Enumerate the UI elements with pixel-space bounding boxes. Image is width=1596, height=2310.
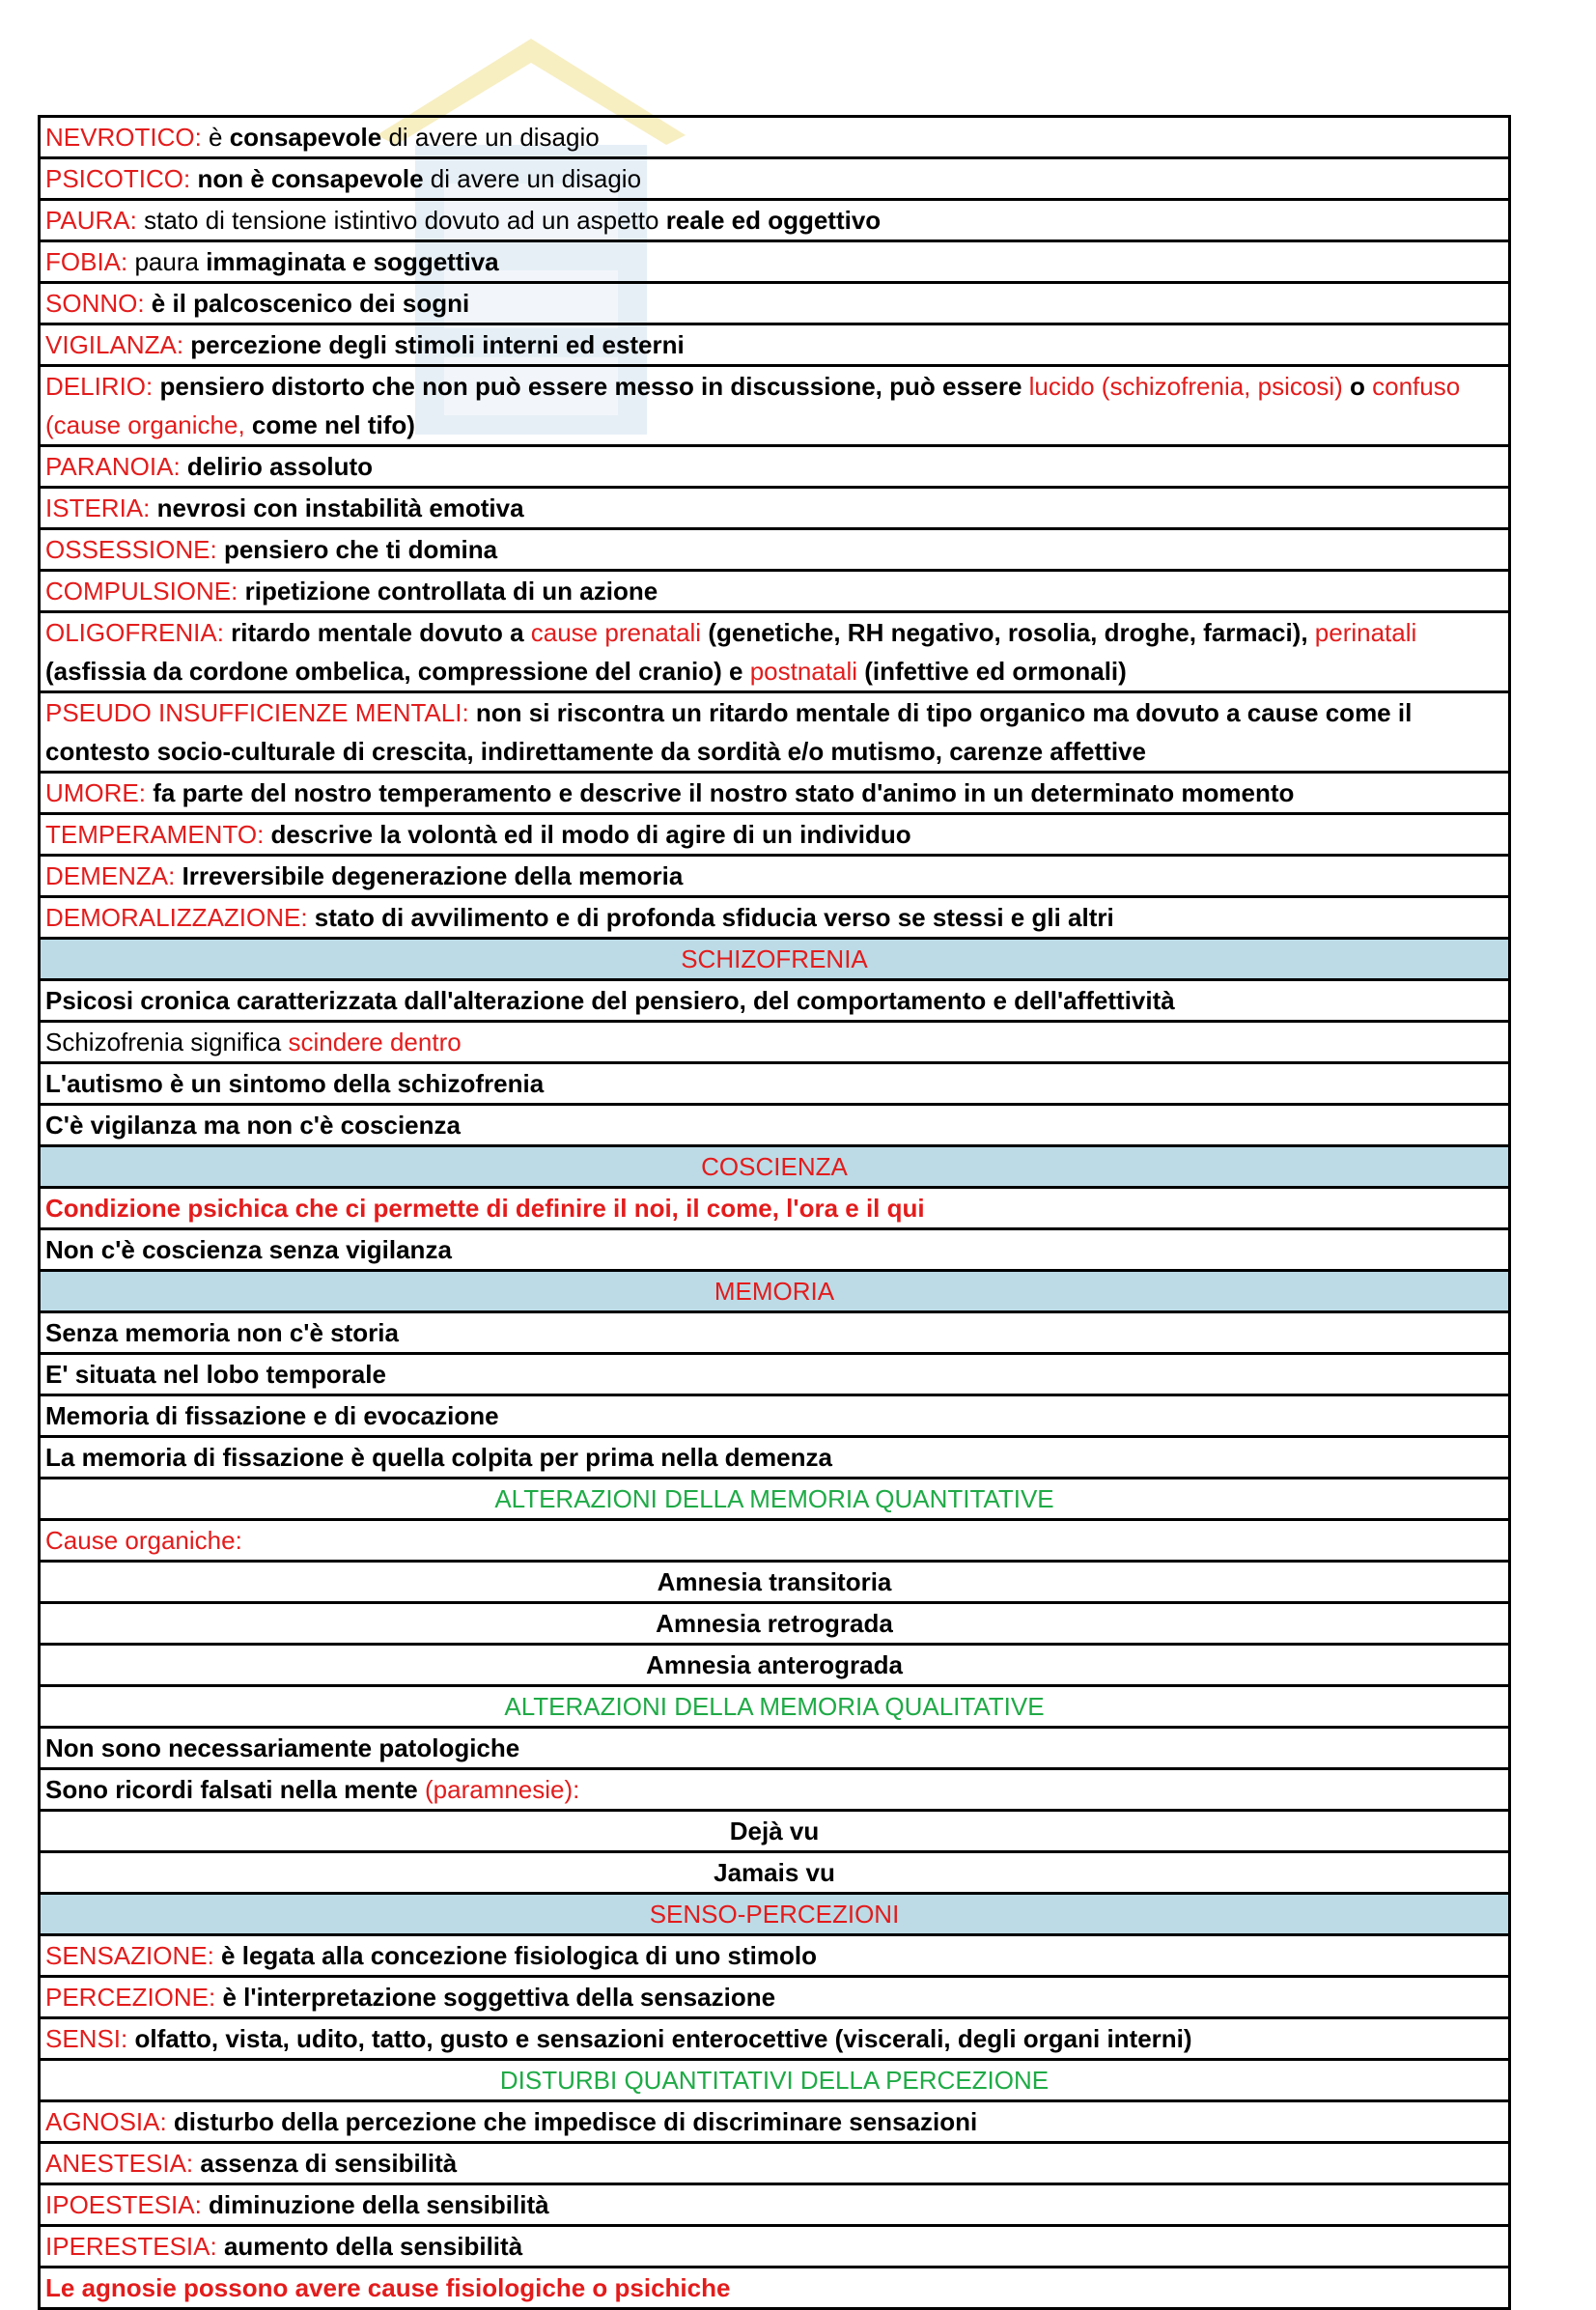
cell-text: cause prenatali bbox=[530, 618, 702, 647]
cell-text: OSSESSIONE: bbox=[45, 535, 217, 564]
table-row bbox=[40, 158, 1510, 200]
cell-text: PSICOTICO: bbox=[45, 164, 191, 193]
table-row bbox=[40, 529, 1510, 571]
table-cell bbox=[40, 980, 1510, 1022]
cell-text: (infettive ed ormonali) bbox=[857, 657, 1127, 686]
table-cell bbox=[40, 1437, 1510, 1479]
table-cell bbox=[40, 1645, 1510, 1686]
table-cell bbox=[40, 2018, 1510, 2060]
table-cell bbox=[40, 1935, 1510, 1977]
table-cell bbox=[40, 1894, 1510, 1935]
list-item-row bbox=[40, 1645, 1510, 1686]
table-cell bbox=[40, 571, 1510, 612]
table-cell bbox=[40, 488, 1510, 529]
cell-text: IPOESTESIA: bbox=[45, 2190, 202, 2219]
subsection-header-row bbox=[40, 1686, 1510, 1728]
table-row bbox=[40, 200, 1510, 241]
table-cell bbox=[40, 1146, 1510, 1188]
cell-text: perinatali bbox=[1314, 618, 1417, 647]
cell-text: è il palcoscenico dei sogni bbox=[144, 289, 470, 318]
table-cell bbox=[40, 1312, 1510, 1354]
cell-text: stato di tensione istintivo dovuto ad un aspetto bbox=[136, 206, 666, 235]
table-row bbox=[40, 897, 1510, 939]
cell-text: è l'interpretazione soggettiva della sensazione bbox=[215, 1983, 776, 2012]
cell-text: OLIGOFRENIA: bbox=[45, 618, 224, 647]
table-row bbox=[40, 1312, 1510, 1354]
cell-text: come nel tifo) bbox=[244, 410, 415, 439]
cell-text: (asfissia da cordone ombelica, compressione del cranio) e bbox=[45, 657, 750, 686]
cell-text: è legata alla concezione fisiologica di uno stimolo bbox=[213, 1941, 817, 1970]
table-row bbox=[40, 1354, 1510, 1395]
table-cell bbox=[40, 897, 1510, 939]
table-cell bbox=[40, 446, 1510, 488]
cell-text: PERCEZIONE: bbox=[45, 1983, 216, 2012]
table-cell bbox=[40, 2226, 1510, 2268]
table-row bbox=[40, 1935, 1510, 1977]
table-row bbox=[40, 773, 1510, 814]
table-cell bbox=[40, 1395, 1510, 1437]
table-cell bbox=[40, 2060, 1510, 2101]
cell-text: Irreversibile degenerazione della memoria bbox=[175, 861, 684, 890]
cell-text: Condizione psichica che ci permette di definire il noi, il come, l'ora e il qui bbox=[45, 1194, 925, 1223]
cell-text: DEMORALIZZAZIONE: bbox=[45, 903, 308, 932]
table-row bbox=[40, 1395, 1510, 1437]
table-cell bbox=[40, 814, 1510, 856]
cell-text: Amnesia transitoria bbox=[657, 1567, 892, 1596]
table-row bbox=[40, 488, 1510, 529]
cell-text: SENSO-PERCEZIONI bbox=[649, 1900, 900, 1929]
cell-text: DISTURBI QUANTITATIVI DELLA PERCEZIONE bbox=[499, 2066, 1050, 2095]
cell-text: assenza di sensibilità bbox=[193, 2149, 458, 2178]
table-cell bbox=[40, 1520, 1510, 1562]
table-cell bbox=[40, 1852, 1510, 1894]
cell-text: pensiero che ti domina bbox=[216, 535, 498, 564]
table-row bbox=[40, 1520, 1510, 1562]
cell-text: Psicosi cronica caratterizzata dall'alterazione del pensiero, del comportamento e dell'affettività bbox=[45, 986, 1175, 1015]
table-row bbox=[40, 856, 1510, 897]
cell-text: ALTERAZIONI DELLA MEMORIA QUANTITATIVE bbox=[494, 1484, 1054, 1513]
table-row bbox=[40, 283, 1510, 324]
table-row bbox=[40, 1977, 1510, 2018]
table-row bbox=[40, 612, 1510, 692]
cell-text: DEMENZA: bbox=[45, 861, 176, 890]
table-cell bbox=[40, 773, 1510, 814]
cell-text: è bbox=[201, 123, 230, 152]
table-cell bbox=[40, 158, 1510, 200]
cell-text: delirio assoluto bbox=[180, 452, 374, 481]
cell-text: pensiero distorto che non può essere messo in discussione, può essere bbox=[153, 372, 1029, 401]
notes-table-body bbox=[40, 117, 1510, 2309]
cell-text: disturbo della percezione che impedisce di discriminare sensazioni bbox=[166, 2107, 978, 2136]
table-cell bbox=[40, 1977, 1510, 2018]
table-cell bbox=[40, 200, 1510, 241]
cell-text: UMORE: bbox=[45, 778, 146, 807]
cell-text: stato di avvilimento e di profonda sfiducia verso se stessi e gli altri bbox=[307, 903, 1114, 932]
section-header-row bbox=[40, 1271, 1510, 1312]
table-row bbox=[40, 2184, 1510, 2226]
cell-text: Jamais vu bbox=[714, 1858, 835, 1887]
table-cell bbox=[40, 1728, 1510, 1769]
cell-text: Amnesia anterograda bbox=[646, 1650, 903, 1679]
table-cell bbox=[40, 2101, 1510, 2143]
cell-text: COMPULSIONE: bbox=[45, 577, 238, 606]
table-cell bbox=[40, 612, 1510, 692]
cell-text: Senza memoria non c'è storia bbox=[45, 1318, 399, 1347]
cell-text: MEMORIA bbox=[714, 1277, 835, 1306]
cell-text: ISTERIA: bbox=[45, 493, 151, 522]
table-row bbox=[40, 1229, 1510, 1271]
table-cell bbox=[40, 1479, 1510, 1520]
cell-text: PAURA: bbox=[45, 206, 137, 235]
cell-text: descrive la volontà ed il modo di agire di un individuo bbox=[264, 820, 911, 849]
table-row bbox=[40, 814, 1510, 856]
table-row bbox=[40, 324, 1510, 366]
table-cell bbox=[40, 1811, 1510, 1852]
table-row bbox=[40, 2268, 1510, 2309]
cell-text: Memoria di fissazione e di evocazione bbox=[45, 1401, 499, 1430]
table-cell bbox=[40, 1354, 1510, 1395]
table-row bbox=[40, 2101, 1510, 2143]
cell-text: Amnesia retrograda bbox=[656, 1609, 893, 1638]
table-row bbox=[40, 1063, 1510, 1105]
section-header-row bbox=[40, 939, 1510, 980]
cell-text: PSEUDO INSUFFICIENZE MENTALI: bbox=[45, 698, 469, 727]
cell-text: SENSAZIONE: bbox=[45, 1941, 214, 1970]
table-row bbox=[40, 1022, 1510, 1063]
cell-text: Cause organiche: bbox=[45, 1526, 242, 1555]
table-row bbox=[40, 1437, 1510, 1479]
cell-text: di avere un disagio bbox=[381, 123, 600, 152]
cell-text: non è consapevole bbox=[197, 164, 424, 193]
cell-text: La memoria di fissazione è quella colpita per prima nella demenza bbox=[45, 1443, 832, 1472]
cell-text: IPERESTESIA: bbox=[45, 2232, 217, 2261]
cell-text: nevrosi con instabilità emotiva bbox=[150, 493, 524, 522]
table-cell bbox=[40, 1022, 1510, 1063]
cell-text: TEMPERAMENTO: bbox=[45, 820, 265, 849]
table-row bbox=[40, 366, 1510, 446]
cell-text: Non c'è coscienza senza vigilanza bbox=[45, 1235, 452, 1264]
table-cell bbox=[40, 1686, 1510, 1728]
table-cell bbox=[40, 2143, 1510, 2184]
table-cell bbox=[40, 939, 1510, 980]
cell-text: Non sono necessariamente patologiche bbox=[45, 1733, 520, 1762]
table-cell bbox=[40, 324, 1510, 366]
cell-text: (genetiche, RH negativo, rosolia, droghe, farmaci), bbox=[701, 618, 1315, 647]
cell-text: fa parte del nostro temperamento e descrive il nostro stato d'animo in un determinato momento bbox=[146, 778, 1295, 807]
table-row bbox=[40, 2226, 1510, 2268]
table-cell bbox=[40, 1188, 1510, 1229]
section-header-row bbox=[40, 1894, 1510, 1935]
cell-text: SCHIZOFRENIA bbox=[681, 944, 868, 973]
cell-text: scindere dentro bbox=[288, 1028, 462, 1056]
cell-text: SONNO: bbox=[45, 289, 145, 318]
cell-text: paura bbox=[127, 247, 207, 276]
table-cell bbox=[40, 2268, 1510, 2309]
table-cell bbox=[40, 1769, 1510, 1811]
cell-text: consapevole bbox=[229, 123, 382, 152]
table-cell bbox=[40, 117, 1510, 158]
table-cell bbox=[40, 241, 1510, 283]
cell-text: reale ed oggettivo bbox=[665, 206, 882, 235]
table-cell bbox=[40, 283, 1510, 324]
cell-text: non si riscontra un ritardo mentale di tipo organico ma dovuto a cause come il contesto socio-culturale di crescita, indirettamente da sordità e/o mutismo, carenze affettive bbox=[45, 698, 1413, 766]
notes-table bbox=[38, 115, 1511, 2310]
table-row bbox=[40, 980, 1510, 1022]
cell-text: postnatali bbox=[749, 657, 858, 686]
cell-text: diminuzione della sensibilità bbox=[201, 2190, 549, 2219]
table-cell bbox=[40, 856, 1510, 897]
table-row bbox=[40, 1769, 1510, 1811]
cell-text: NEVROTICO: bbox=[45, 123, 202, 152]
cell-text: (paramnesie): bbox=[424, 1775, 580, 1804]
cell-text: confuso (cause organiche, bbox=[45, 372, 1461, 439]
table-cell bbox=[40, 366, 1510, 446]
cell-text: COSCIENZA bbox=[701, 1152, 848, 1181]
cell-text: ritardo mentale dovuto a bbox=[223, 618, 531, 647]
list-item-row bbox=[40, 1603, 1510, 1645]
cell-text: DELIRIO: bbox=[45, 372, 154, 401]
table-row bbox=[40, 241, 1510, 283]
table-cell bbox=[40, 1603, 1510, 1645]
cell-text: ALTERAZIONI DELLA MEMORIA QUALITATIVE bbox=[504, 1692, 1045, 1721]
table-row bbox=[40, 446, 1510, 488]
cell-text: di avere un disagio bbox=[423, 164, 642, 193]
cell-text: immaginata e soggettiva bbox=[206, 247, 499, 276]
cell-text: o bbox=[1342, 372, 1373, 401]
table-cell bbox=[40, 1229, 1510, 1271]
table-cell bbox=[40, 529, 1510, 571]
list-item-row bbox=[40, 1562, 1510, 1603]
table-cell bbox=[40, 1063, 1510, 1105]
cell-text: ripetizione controllata di un azione bbox=[238, 577, 658, 606]
table-row bbox=[40, 2143, 1510, 2184]
table-cell bbox=[40, 692, 1510, 773]
cell-text: olfatto, vista, udito, tatto, gusto e sensazioni enterocettive (viscerali, degli organi interni) bbox=[127, 2024, 1192, 2053]
list-item-row bbox=[40, 1852, 1510, 1894]
table-cell bbox=[40, 1105, 1510, 1146]
table-row bbox=[40, 2018, 1510, 2060]
cell-text: FOBIA: bbox=[45, 247, 128, 276]
cell-text: L'autismo è un sintomo della schizofrenia bbox=[45, 1069, 545, 1098]
cell-text: E' situata nel lobo temporale bbox=[45, 1360, 386, 1389]
cell-text: aumento della sensibilità bbox=[216, 2232, 523, 2261]
table-cell bbox=[40, 1562, 1510, 1603]
table-cell bbox=[40, 1271, 1510, 1312]
table-row bbox=[40, 1188, 1510, 1229]
cell-text: AGNOSIA: bbox=[45, 2107, 167, 2136]
cell-text: VIGILANZA: bbox=[45, 330, 184, 359]
table-row bbox=[40, 571, 1510, 612]
cell-text: PARANOIA: bbox=[45, 452, 181, 481]
cell-text: SENSI: bbox=[45, 2024, 128, 2053]
cell-text: percezione degli stimoli interni ed esterni bbox=[183, 330, 685, 359]
cell-text: Sono ricordi falsati nella mente bbox=[45, 1775, 425, 1804]
cell-text: lucido (schizofrenia, psicosi) bbox=[1028, 372, 1343, 401]
table-cell bbox=[40, 2184, 1510, 2226]
section-header-row bbox=[40, 1146, 1510, 1188]
cell-text: ANESTESIA: bbox=[45, 2149, 194, 2178]
cell-text: C'è vigilanza ma non c'è coscienza bbox=[45, 1111, 461, 1140]
table-row bbox=[40, 1728, 1510, 1769]
cell-text: Le agnosie possono avere cause fisiologiche o psichiche bbox=[45, 2273, 731, 2302]
cell-text: Dejà vu bbox=[729, 1817, 820, 1845]
table-row bbox=[40, 1105, 1510, 1146]
list-item-row bbox=[40, 1811, 1510, 1852]
cell-text: Schizofrenia significa bbox=[45, 1028, 289, 1056]
table-row bbox=[40, 117, 1510, 158]
table-row bbox=[40, 692, 1510, 773]
subsection-header-row bbox=[40, 2060, 1510, 2101]
subsection-header-row bbox=[40, 1479, 1510, 1520]
